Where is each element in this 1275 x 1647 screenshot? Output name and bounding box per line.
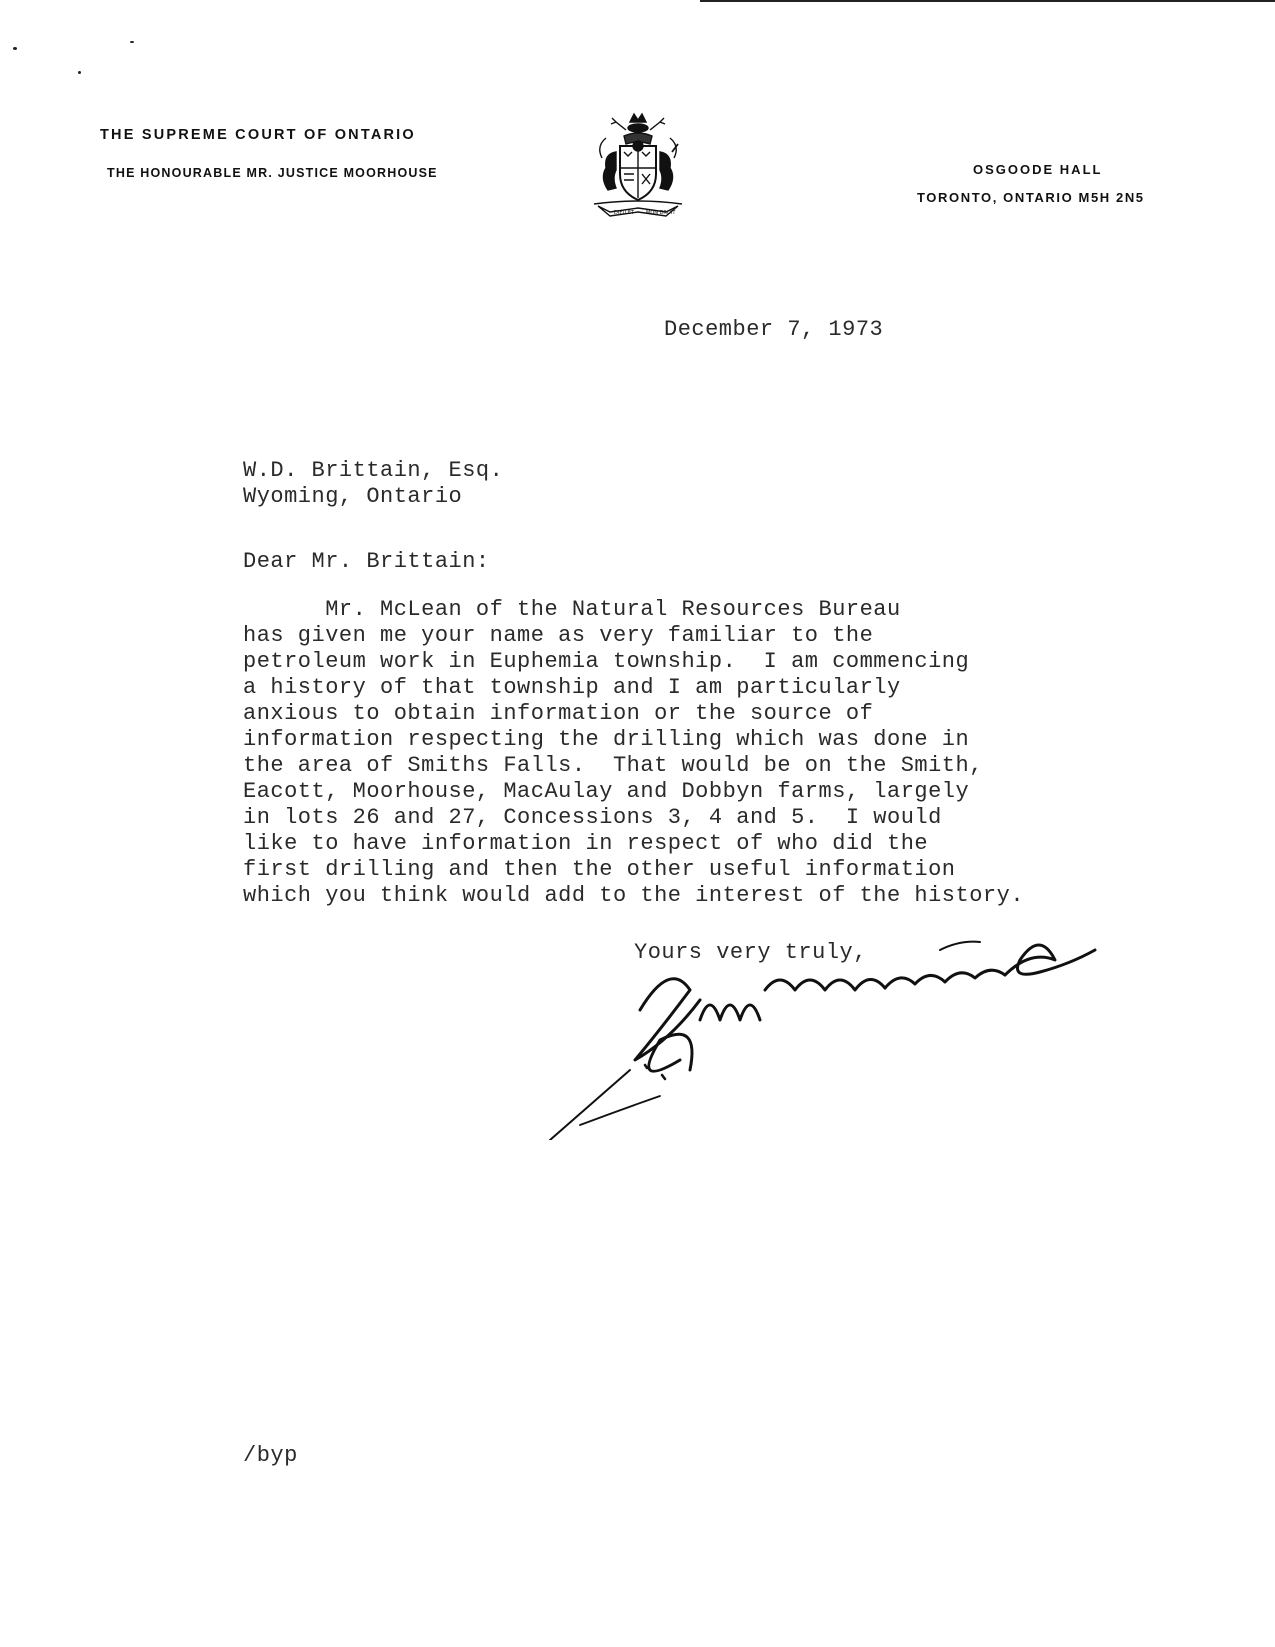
letter-body <box>243 597 1123 909</box>
svg-text:DIEU ET: DIEU ET <box>614 210 634 216</box>
svg-text:MON DROIT: MON DROIT <box>646 210 676 216</box>
coat-of-arms-icon <box>586 108 690 220</box>
body-line: petroleum work in Euphemia township. I am commencing <box>243 649 970 674</box>
address-line-1: OSGOODE HALL <box>973 162 1103 177</box>
scan-edge-line <box>700 0 1275 2</box>
body-line: has given me your name as very familiar to the <box>243 623 874 648</box>
body-line: the area of Smiths Falls. That would be on the Smith, <box>243 753 983 778</box>
recipient-name: W.D. Brittain, Esq. <box>243 458 504 483</box>
address-line-2: TORONTO, ONTARIO M5H 2N5 <box>917 190 1145 205</box>
body-line: Mr. McLean of the Natural Resources Bureau <box>243 597 901 622</box>
justice-name: THE HONOURABLE MR. JUSTICE MOORHOUSE <box>107 166 438 180</box>
body-line: first drilling and then the other useful information <box>243 857 956 882</box>
closing: Yours very truly, <box>634 940 867 965</box>
scan-speck <box>13 47 17 50</box>
letter-date: December 7, 1973 <box>664 317 884 342</box>
body-line: information respecting the drilling which was done in <box>243 727 970 752</box>
scan-speck <box>130 41 134 43</box>
handwritten-signature-icon <box>540 920 1120 1140</box>
body-line: which you think would add to the interest of the history. <box>243 883 1025 908</box>
salutation: Dear Mr. Brittain: <box>243 549 490 574</box>
body-line: Eacott, Moorhouse, MacAulay and Dobbyn farms, largely <box>243 779 970 804</box>
scan-speck <box>78 71 81 74</box>
body-line: a history of that township and I am particularly <box>243 675 901 700</box>
body-line: anxious to obtain information or the source of <box>243 701 874 726</box>
body-line: like to have information in respect of who did the <box>243 831 929 856</box>
court-name: THE SUPREME COURT OF ONTARIO <box>100 127 416 143</box>
body-line: in lots 26 and 27, Concessions 3, 4 and 5. I would <box>243 805 942 830</box>
recipient-location: Wyoming, Ontario <box>243 484 463 509</box>
typist-initials: /byp <box>243 1443 298 1468</box>
